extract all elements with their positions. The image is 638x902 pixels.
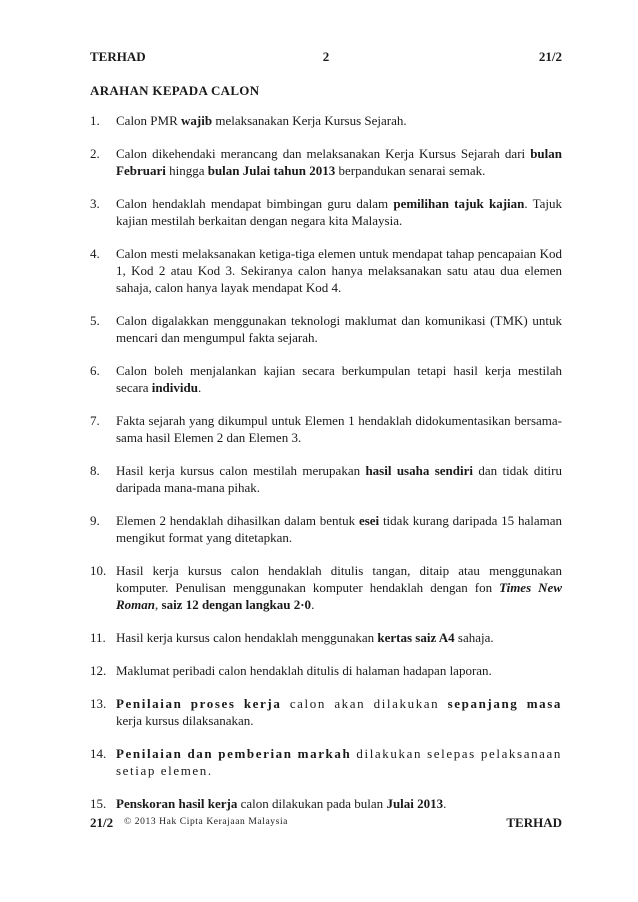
instruction-item: 1. Calon PMR wajib melaksanakan Kerja Kursus Sejarah. (90, 113, 407, 128)
instruction-item: 13. Penilaian proses kerja calon akan dilakukan sepanjang masa kerja kursus dilaksanakan. (90, 696, 563, 728)
footer-classification: TERHAD (506, 815, 562, 830)
page-footer (90, 815, 562, 835)
instruction-item: 15. Penskoran hasil kerja calon dilakukan pada bulan Julai 2013. (90, 796, 447, 811)
instruction-item: 8. Hasil kerja kursus calon mestilah merupakan hasil usaha sendiri dan tidak ditiru daripada mana-mana pihak. (90, 463, 562, 495)
instruction-item: 6. Calon boleh menjalankan kajian secara berkumpulan tetapi hasil kerja mestilah secara individu. (90, 363, 562, 395)
instruction-item: 11. Hasil kerja kursus calon hendaklah menggunakan kertas saiz A4 sahaja. (90, 630, 494, 645)
instruction-list (90, 112, 562, 828)
footer-copyright: © 2013 Hak Cipta Kerajaan Malaysia (124, 817, 289, 827)
instruction-item: 7. Fakta sejarah yang dikumpul untuk Elemen 1 hendaklah didokumentasikan bersama-sama hasil Elemen 2 dan Elemen 3. (90, 413, 562, 445)
instruction-item: 12. Maklumat peribadi calon hendaklah ditulis di halaman hadapan laporan. (90, 663, 492, 678)
section-title: ARAHAN KEPADA CALON (90, 83, 260, 98)
header-paper-code: 21/2 (538, 49, 562, 64)
instruction-item: 4. Calon mesti melaksanakan ketiga-tiga elemen untuk mendapat tahap pencapaian Kod 1, Kod 2 atau Kod 3. Sekiranya calon hanya melaksanakan satu atau dua elemen sahaja, calon hanya layak mendapat Kod 4. (90, 246, 562, 295)
instruction-item: 5. Calon digalakkan menggunakan teknologi maklumat dan komunikasi (TMK) untuk mencari dan mengumpul fakta sejarah. (90, 313, 562, 345)
instruction-item: 9. Elemen 2 hendaklah dihasilkan dalam bentuk esei tidak kurang daripada 15 halaman mengikut format yang ditetapkan. (90, 513, 562, 545)
instruction-item: 2. Calon dikehendaki merancang dan melaksanakan Kerja Kursus Sejarah dari bulan Februari hingga bulan Julai tahun 2013 berpandukan senarai semak. (90, 146, 562, 178)
header-page-number: 2 (322, 49, 330, 64)
instruction-item: 14. Penilaian dan pemberian markah dilakukan selepas pelaksanaan setiap elemen. (90, 746, 563, 778)
instruction-item: 3. Calon hendaklah mendapat bimbingan guru dalam pemilihan tajuk kajian. Tajuk kajian mestilah berkaitan dengan negara kita Malaysia. (90, 196, 562, 228)
header-classification: TERHAD (90, 49, 146, 64)
instruction-item: 10. Hasil kerja kursus calon hendaklah ditulis tangan, ditaip atau menggunakan komputer. Penulisan menggunakan komputer hendaklah dengan fon Times New Roman, saiz 12 dengan langkau 2·0. (90, 563, 562, 612)
page-header (90, 49, 562, 69)
footer-paper-code: 21/2 (90, 815, 114, 830)
